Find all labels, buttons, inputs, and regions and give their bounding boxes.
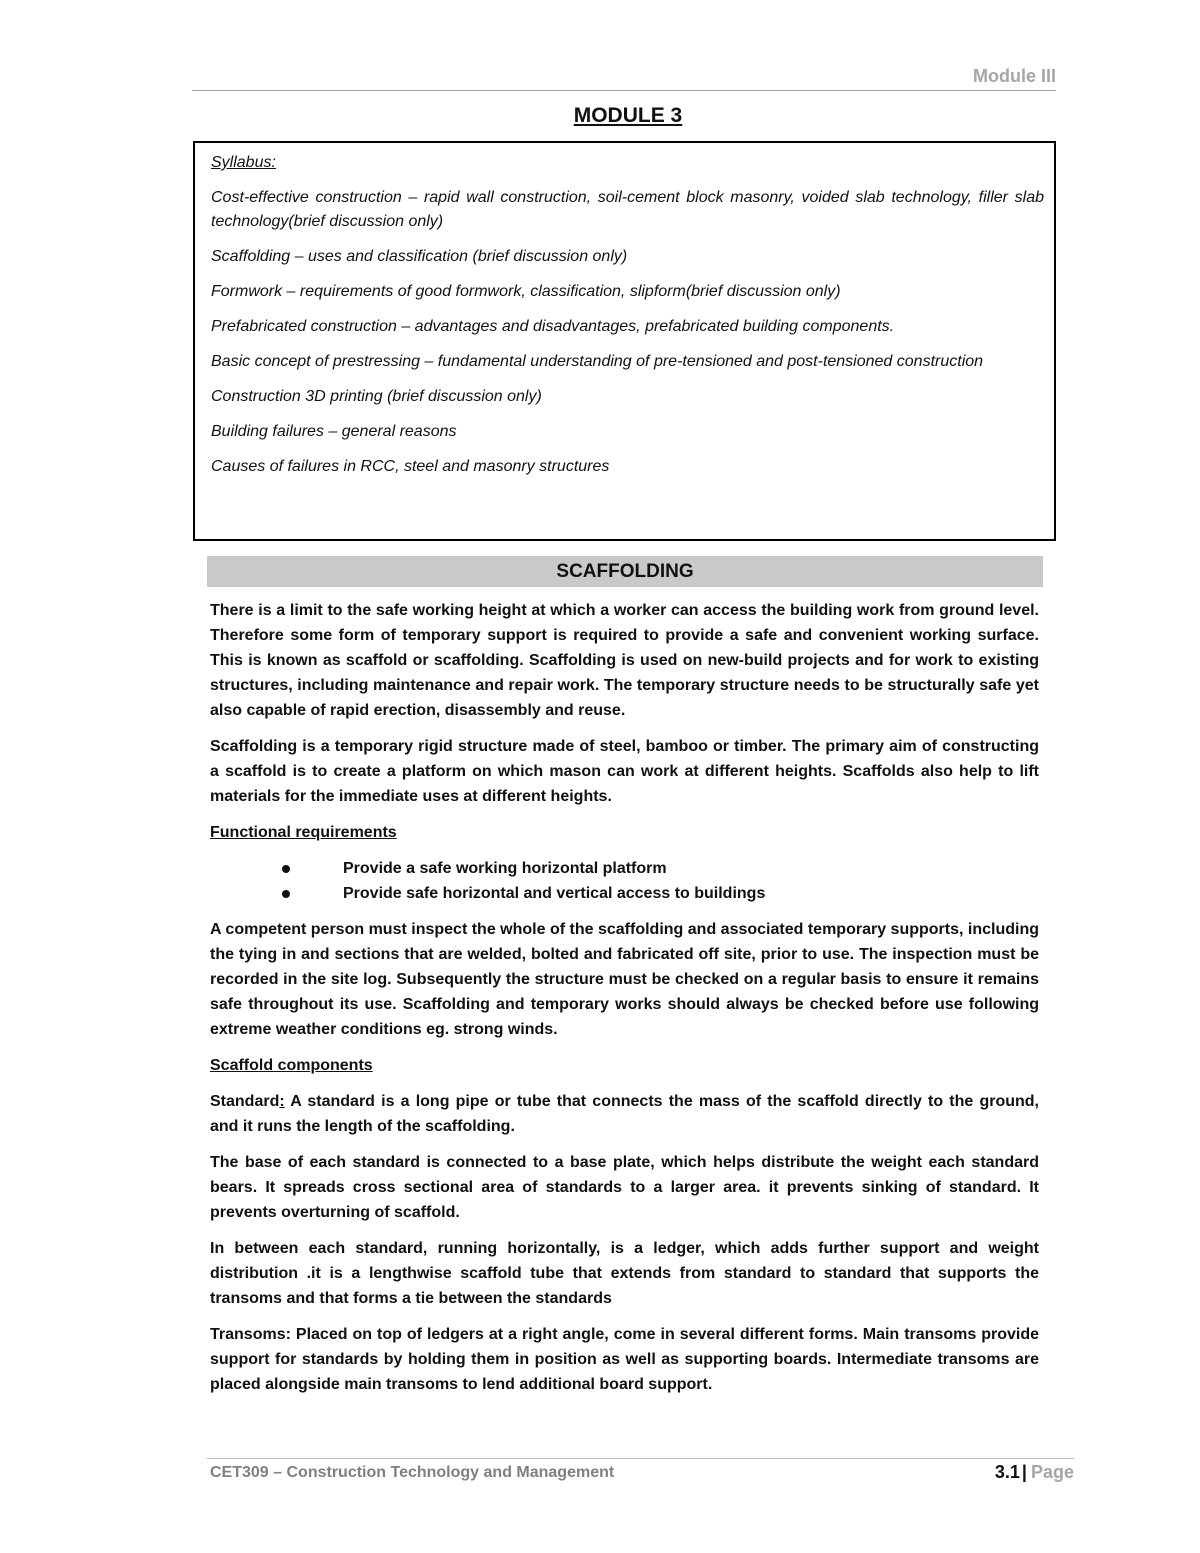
syllabus-box — [193, 141, 1056, 541]
standard-colon: : — [279, 1093, 285, 1110]
bullet-icon — [282, 890, 290, 898]
syllabus-item: Cost-effective construction – rapid wall construction, soil-cement block masonry, voided slab technology, filler slab technology(brief discussion only) — [211, 189, 1044, 230]
footer-rule — [207, 1458, 1074, 1459]
standard-term: Standard — [210, 1093, 280, 1110]
page-label: Page — [1030, 1462, 1074, 1482]
page-separator: | — [1021, 1462, 1027, 1482]
standard-definition: A standard is a long pipe or tube that connects the mass of the scaffold directly to the ground, and it runs the length of the scaffolding. — [210, 1093, 1039, 1135]
paragraph-inspection: A competent person must inspect the whole of the scaffolding and associated temporary supports, including the tying in and sections that are welded, bolted and fabricated off site, prior to use. The inspection must be recorded in the site log. Subsequently the structure must be checked on a regular basis to ensure it remains safe throughout its use. Scaffolding and temporary works should always be checked before use following extreme weather conditions eg. strong winds. — [210, 921, 1039, 1038]
paragraph-standard — [210, 1089, 1039, 1139]
syllabus-item: Scaffolding – uses and classification (brief discussion only) — [211, 248, 628, 265]
page-title: MODULE 3 — [573, 104, 683, 127]
paragraph-base-plate: The base of each standard is connected to a base plate, which helps distribute the weight each standard bears. It spreads cross sectional area of standards to a larger area. it prevents sinking of standard. It prevents overturning of scaffold. — [210, 1154, 1039, 1221]
syllabus-item: Building failures – general reasons — [211, 423, 457, 440]
header-rule — [192, 90, 1056, 91]
footer-course-title: CET309 – Construction Technology and Management — [210, 1464, 615, 1481]
page-number: 3.1 — [994, 1462, 1020, 1482]
paragraph-transoms: Transoms: Placed on top of ledgers at a right angle, come in several different forms. Main transoms provide support for standards by holding them in position as well as supporting boards. Intermediate transoms are placed alongside main transoms to lend additional board support. — [210, 1326, 1039, 1393]
list-item — [210, 856, 1039, 881]
syllabus-item: Prefabricated construction – advantages and disadvantages, prefabricated building components. — [211, 318, 895, 335]
section-heading: SCAFFOLDING — [207, 556, 1043, 587]
requirements-list — [210, 856, 1039, 906]
scaffold-components-heading: Scaffold components — [210, 1057, 373, 1074]
syllabus-item: Causes of failures in RCC, steel and masonry structures — [211, 458, 610, 475]
running-header: Module III — [973, 66, 1056, 86]
paragraph-intro: There is a limit to the safe working height at which a worker can access the building work from ground level. Therefore some form of temporary support is required to provide a safe and convenient working surface. This is known as scaffold or scaffolding. Scaffolding is used on new-build projects and for work to existing structures, including maintenance and repair work. The temporary structure needs to be structurally safe yet also capable of rapid erection, disassembly and reuse. — [210, 602, 1039, 719]
bullet-icon — [282, 865, 290, 873]
list-item-text: Provide safe horizontal and vertical access to buildings — [343, 885, 766, 902]
syllabus-item: Basic concept of prestressing – fundamental understanding of pre-tensioned and post-tensioned construction — [211, 353, 984, 370]
syllabus-heading: Syllabus: — [211, 154, 276, 171]
body-content — [210, 598, 1039, 1408]
paragraph-definition: Scaffolding is a temporary rigid structure made of steel, bamboo or timber. The primary aim of constructing a scaffold is to create a platform on which mason can work at different heights. Scaffolds also help to lift materials for the immediate uses at different heights. — [210, 738, 1039, 805]
syllabus-item: Formwork – requirements of good formwork, classification, slipform(brief discussion only) — [211, 283, 841, 300]
list-item — [210, 881, 1039, 906]
list-item-text: Provide a safe working horizontal platform — [343, 860, 667, 877]
paragraph-ledger: In between each standard, running horizontally, is a ledger, which adds further support and weight distribution .it is a lengthwise scaffold tube that extends from standard to standard that supports the transoms and that forms a tie between the standards — [210, 1240, 1039, 1307]
syllabus-item: Construction 3D printing (brief discussion only) — [211, 388, 542, 405]
functional-requirements-heading: Functional requirements — [210, 824, 397, 841]
footer-page-info — [995, 1462, 1074, 1483]
